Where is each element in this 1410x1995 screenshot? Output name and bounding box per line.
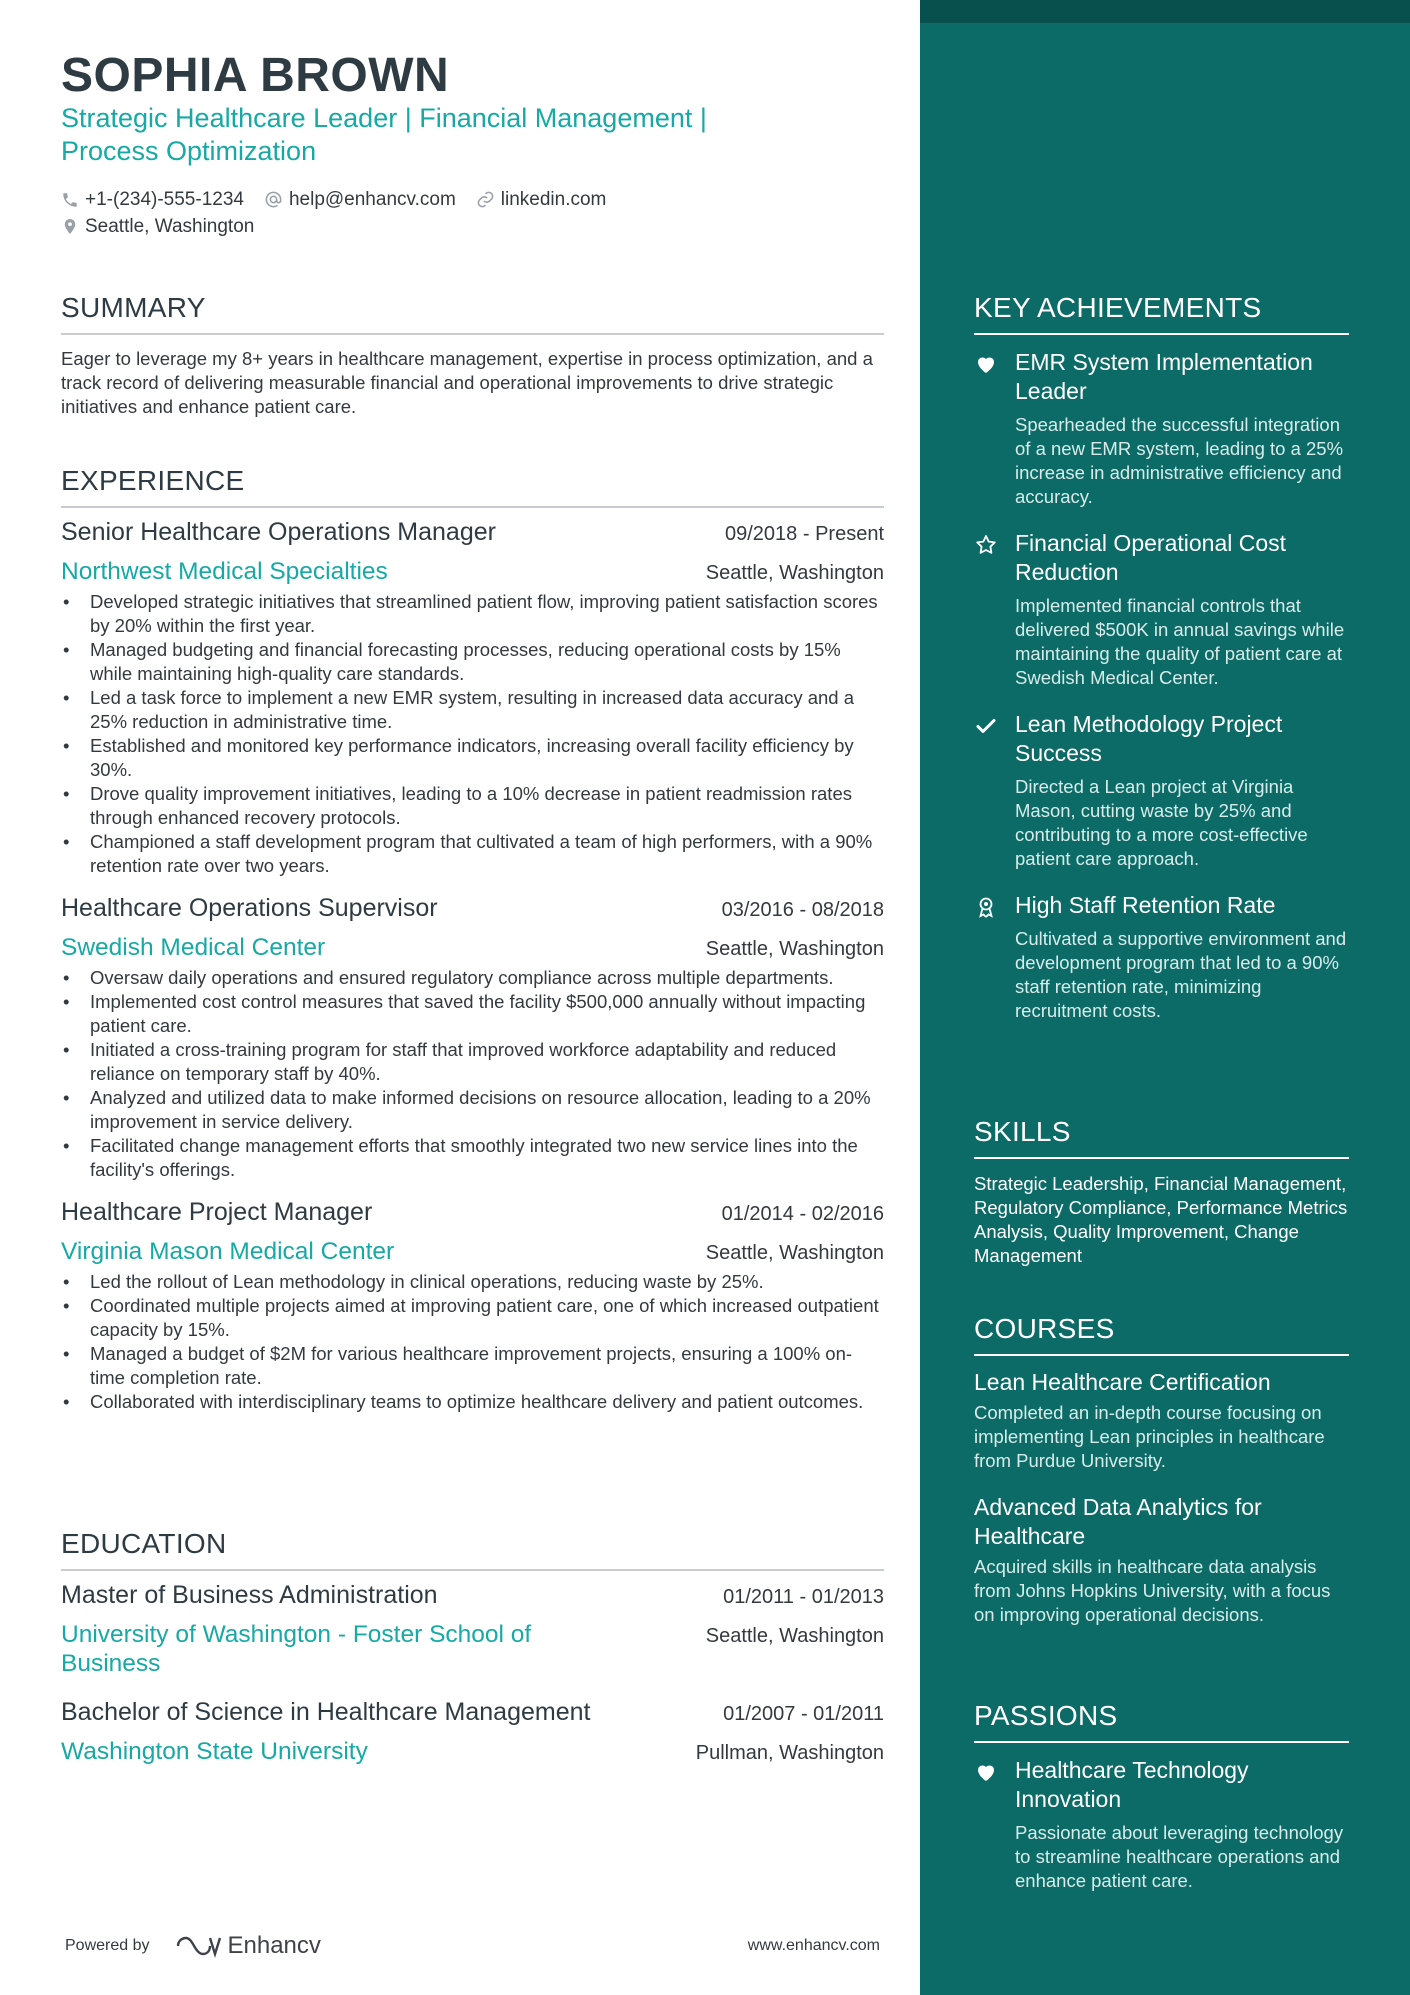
school-name: University of Washington - Foster School of Business	[61, 1621, 532, 1677]
summary-text: Eager to leverage my 8+ years in healthcare management, expertise in process optimization, and a track record of delivering measurable financial and operational improvements to drive strategic initiatives and enhance patient care.	[61, 348, 873, 417]
link-icon	[476, 190, 495, 209]
heart-icon	[974, 1760, 998, 1784]
bullet-item: • Oversaw daily operations and ensured regulatory compliance across multiple departments.	[61, 966, 884, 990]
section-divider	[974, 333, 1349, 335]
summary-heading: SUMMARY	[61, 292, 206, 323]
experience-section	[61, 465, 884, 1414]
job-date: 03/2016 - 08/2018	[721, 899, 884, 921]
section-divider	[974, 1157, 1349, 1159]
passion-desc: Passionate about leveraging technology to streamline healthcare operations and enhance patient care.	[1015, 1822, 1344, 1891]
linkedin-item[interactable]	[476, 189, 607, 211]
job-date: 09/2018 - Present	[725, 523, 884, 545]
bullet-item: • Led a task force to implement a new EMR system, resulting in increased data accuracy and a 25% reduction in administrative time.	[61, 686, 884, 734]
education-entry	[61, 1698, 884, 1766]
job-title: Healthcare Project Manager	[61, 1198, 373, 1226]
checkmark-icon	[974, 714, 998, 738]
education-date: 01/2007 - 01/2011	[723, 1703, 884, 1725]
email-text: help@enhancv.com	[288, 188, 456, 210]
company-name: Northwest Medical Specialties	[61, 558, 388, 585]
section-divider	[61, 1569, 884, 1571]
education-date: 01/2011 - 01/2013	[723, 1586, 884, 1608]
email-item[interactable]	[264, 189, 456, 211]
sidebar-top-band	[920, 0, 1410, 23]
powered-by-label: Powered by	[65, 1937, 150, 1954]
job-location: Seattle, Washington	[705, 938, 884, 960]
experience-heading: EXPERIENCE	[61, 465, 245, 496]
job-entry	[61, 518, 884, 878]
education-heading: EDUCATION	[61, 1528, 227, 1559]
passion-item	[974, 1756, 1349, 1893]
bullet-item: • Analyzed and utilized data to make informed decisions on resource allocation, leading to a 20% improvement in service delivery.	[61, 1086, 884, 1134]
job-title: Senior Healthcare Operations Manager	[61, 518, 496, 546]
job-date: 01/2014 - 02/2016	[721, 1203, 884, 1225]
achievement-desc: Cultivated a supportive environment and development program that led to a 90% staff retention rate, minimizing recruitment costs.	[1015, 928, 1347, 1021]
achievement-title: High Staff Retention Rate	[1015, 892, 1276, 918]
section-divider	[974, 1354, 1349, 1356]
location-pin-icon	[61, 217, 79, 236]
phone-text: +1-(234)-555-1234	[85, 188, 244, 210]
skills-list: Strategic Leadership, Financial Management, Regulatory Compliance, Performance Metrics Analysis, Quality Improvement, Change Management	[974, 1173, 1348, 1266]
brand-name: Enhancv	[227, 1932, 321, 1959]
phone-item[interactable]	[61, 189, 244, 211]
course-title: Lean Healthcare Certification	[974, 1369, 1271, 1395]
achievement-desc: Implemented financial controls that delivered $500K in annual savings while maintaining the quality of patient care at Swedish Medical Center.	[1015, 595, 1345, 688]
passion-title: Healthcare Technology Innovation	[1015, 1757, 1249, 1812]
course-desc: Completed an in-depth course focusing on implementing Lean principles in healthcare from Purdue University.	[974, 1402, 1325, 1471]
course-title: Advanced Data Analytics for Healthcare	[974, 1494, 1262, 1549]
passions-heading: PASSIONS	[974, 1700, 1118, 1731]
job-entry	[61, 894, 884, 1182]
linkedin-text: linkedin.com	[500, 188, 607, 210]
achievements-heading: KEY ACHIEVEMENTS	[974, 292, 1262, 323]
achievement-title: Financial Operational Cost Reduction	[1015, 530, 1287, 585]
achievements-section	[974, 292, 1349, 1023]
bullet-item: • Managed budgeting and financial forecasting processes, reducing operational costs by 15% while maintaining high-quality care standards.	[61, 638, 884, 686]
school-name: Washington State University	[61, 1738, 368, 1765]
degree-title: Master of Business Administration	[61, 1581, 438, 1609]
bullet-item: • Led the rollout of Lean methodology in clinical operations, reducing waste by 25%.	[61, 1270, 884, 1294]
passions-section	[974, 1700, 1349, 1893]
achievement-desc: Directed a Lean project at Virginia Mason, cutting waste by 25% and contributing to a more cost-effective patient care approach.	[1015, 776, 1308, 869]
courses-section	[974, 1313, 1349, 1627]
course-desc: Acquired skills in healthcare data analysis from Johns Hopkins University, with a focus on improving operational decisions.	[974, 1556, 1331, 1625]
bullet-item: • Championed a staff development program that cultivated a team of high performers, with a 90% retention rate over two years.	[61, 830, 884, 878]
company-name: Virginia Mason Medical Center	[61, 1238, 395, 1265]
skills-section	[974, 1116, 1349, 1268]
enhancv-logo-icon	[176, 1934, 222, 1958]
job-location: Seattle, Washington	[705, 1242, 884, 1264]
bullet-item: • Facilitated change management efforts that smoothly integrated two new service lines into the facility's offerings.	[61, 1134, 884, 1182]
skills-heading: SKILLS	[974, 1116, 1071, 1147]
brand-logo[interactable]	[176, 1932, 321, 1960]
company-name: Swedish Medical Center	[61, 934, 326, 961]
courses-heading: COURSES	[974, 1313, 1115, 1344]
award-ribbon-icon	[974, 895, 998, 919]
bullet-item: • Established and monitored key performance indicators, increasing overall facility efficiency by 30%.	[61, 734, 884, 782]
at-icon	[264, 190, 283, 209]
education-section	[61, 1528, 884, 1766]
sidebar	[920, 0, 1410, 1995]
job-bullets	[61, 966, 884, 1182]
achievement-title: EMR System Implementation Leader	[1015, 349, 1313, 404]
bullet-item: • Developed strategic initiatives that streamlined patient flow, improving patient satisfaction scores by 20% within the first year.	[61, 590, 884, 638]
course-item	[974, 1493, 1349, 1627]
contact-info	[61, 186, 626, 240]
headline: Strategic Healthcare Leader | Financial Management | Process Optimization	[61, 103, 707, 166]
location-text: Seattle, Washington	[85, 215, 255, 237]
bullet-item: • Coordinated multiple projects aimed at improving patient care, one of which increased outpatient capacity by 15%.	[61, 1294, 884, 1342]
phone-icon	[61, 191, 79, 209]
bullet-item: • Drove quality improvement initiatives, leading to a 10% decrease in patient readmission rates through enhanced recovery protocols.	[61, 782, 884, 830]
footer	[65, 1932, 880, 1960]
powered-by	[65, 1932, 321, 1960]
location-item	[61, 216, 254, 238]
job-bullets	[61, 590, 884, 878]
education-entry	[61, 1581, 884, 1678]
summary-section	[61, 292, 884, 419]
job-entry	[61, 1198, 884, 1414]
candidate-name: SOPHIA BROWN	[61, 49, 450, 102]
star-icon	[974, 533, 998, 557]
heart-icon	[974, 352, 998, 376]
education-location: Seattle, Washington	[705, 1625, 884, 1647]
education-location: Pullman, Washington	[695, 1742, 884, 1764]
course-item	[974, 1368, 1349, 1473]
bullet-item: • Collaborated with interdisciplinary teams to optimize healthcare delivery and patient outcomes.	[61, 1390, 884, 1414]
achievement-item	[974, 891, 1349, 1023]
section-divider	[974, 1741, 1349, 1743]
achievement-item	[974, 529, 1349, 690]
bullet-item: • Initiated a cross-training program for staff that improved workforce adaptability and reduced reliance on temporary staff by 40%.	[61, 1038, 884, 1086]
job-location: Seattle, Washington	[705, 562, 884, 584]
achievement-item	[974, 710, 1349, 871]
achievement-desc: Spearheaded the successful integration of a new EMR system, leading to a 25% increase in administrative efficiency and accuracy.	[1015, 414, 1344, 507]
job-bullets	[61, 1270, 884, 1414]
achievement-title: Lean Methodology Project Success	[1015, 711, 1283, 766]
section-divider	[61, 333, 884, 335]
bullet-item: • Implemented cost control measures that saved the facility $500,000 annually without impacting patient care.	[61, 990, 884, 1038]
job-title: Healthcare Operations Supervisor	[61, 894, 438, 922]
achievement-item	[974, 348, 1349, 509]
section-divider	[61, 506, 884, 508]
degree-title: Bachelor of Science in Healthcare Management	[61, 1698, 591, 1726]
website-link[interactable]: www.enhancv.com	[747, 1937, 880, 1954]
bullet-item: • Managed a budget of $2M for various healthcare improvement projects, ensuring a 100% on-time completion rate.	[61, 1342, 884, 1390]
